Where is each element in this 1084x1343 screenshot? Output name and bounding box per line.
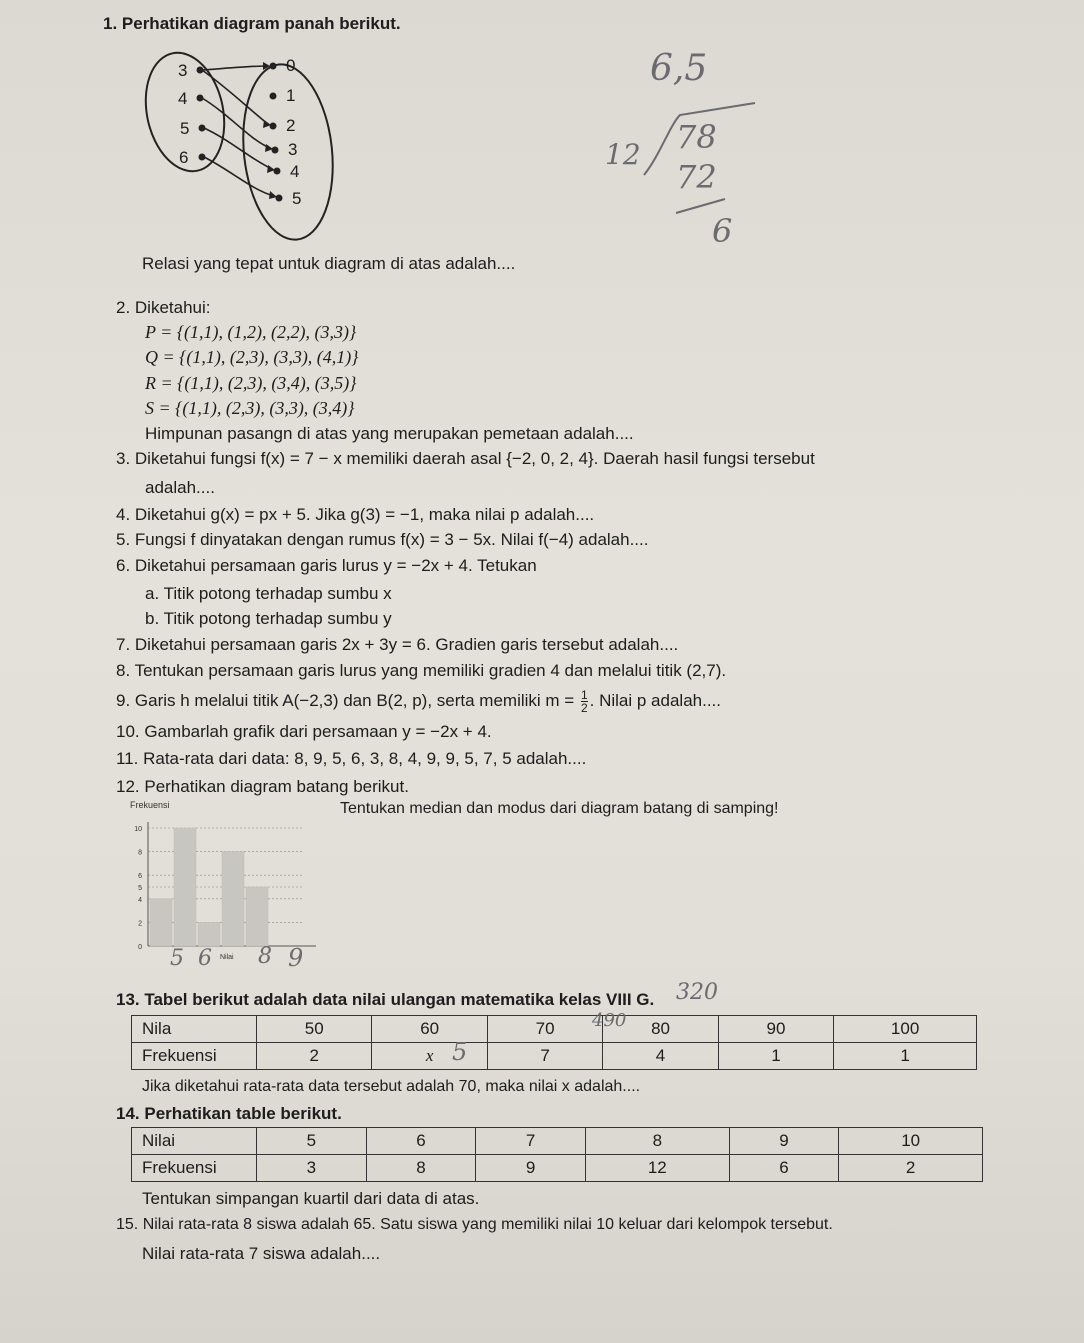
bar-7: [198, 922, 220, 946]
handwriting-note: 6: [712, 212, 733, 250]
q15-line2: Nilai rata-rata 7 siswa adalah....: [142, 1244, 381, 1263]
q14-table: [131, 1127, 983, 1182]
table-cell: 4: [603, 1043, 718, 1070]
fraction-denominator: 2: [580, 701, 588, 715]
domain-value: 3: [178, 61, 188, 80]
table-row: [132, 1128, 983, 1155]
q8: 8. Tentukan persamaan garis lurus yang memiliki gradien 4 dan melalui titik (2,7).: [116, 661, 727, 680]
q9-post: . Nilai p adalah....: [589, 690, 721, 710]
table-cell: 3: [257, 1155, 367, 1182]
domain-value: 5: [180, 119, 190, 138]
q1-heading: 1. Perhatikan diagram panah berikut.: [103, 14, 401, 33]
q9: [116, 689, 721, 714]
q12-instruction: Tentukan median dan modus dari diagram batang di samping!: [340, 800, 779, 817]
fraction-numerator: 1: [580, 688, 588, 702]
q10: 10. Gambarlah grafik dari persamaan y = −2x + 4.: [116, 722, 492, 741]
table-row: [132, 1043, 977, 1070]
q3-line2: adalah....: [145, 478, 215, 497]
table-row: [132, 1155, 983, 1182]
bar-9: [246, 887, 268, 946]
row-label: Nila: [132, 1016, 257, 1043]
set-p: P = {(1,1), (1,2), (2,2), (3,3)}: [145, 322, 357, 342]
y-tick-label: 6: [138, 873, 142, 881]
table-cell: 9: [729, 1128, 839, 1155]
q1-question: Relasi yang tepat untuk diagram di atas adalah....: [142, 254, 516, 273]
codomain-value: 1: [286, 86, 296, 105]
table-cell: 12: [585, 1155, 729, 1182]
y-tick-label: 4: [138, 896, 142, 904]
q15-line1: 15. Nilai rata-rata 8 siswa adalah 65. Satu siswa yang memiliki nilai 10 keluar dari kelompok tersebut.: [116, 1216, 833, 1233]
bar-8: [222, 852, 244, 946]
codomain-value: 5: [292, 189, 302, 208]
handwriting-note: 72: [676, 158, 717, 196]
handwriting-note: 6: [198, 946, 212, 971]
q6-a: a. Titik potong terhadap sumbu x: [145, 584, 392, 603]
q13-heading: 13. Tabel berikut adalah data nilai ulangan matematika kelas VIII G.: [116, 990, 655, 1009]
table-cell: 8: [585, 1128, 729, 1155]
bar-6: [174, 828, 196, 946]
table-row: [132, 1016, 977, 1043]
table-cell: 6: [729, 1155, 839, 1182]
table-cell: 9: [476, 1155, 586, 1182]
handwriting-note: 5: [170, 946, 184, 971]
y-axis-label: Frekuensi: [130, 800, 170, 810]
q7: 7. Diketahui persamaan garis 2x + 3y = 6. Gradien garis tersebut adalah....: [116, 635, 679, 654]
y-tick-label: 10: [134, 826, 142, 833]
q13-table: [131, 1015, 977, 1070]
y-tick-label: 0: [138, 944, 142, 951]
codomain-value: 3: [288, 140, 298, 159]
table-cell: 6: [366, 1128, 476, 1155]
row-label: Frekuensi: [132, 1155, 257, 1182]
table-cell: 1: [834, 1043, 977, 1070]
table-cell: 100: [834, 1016, 977, 1043]
domain-value: 6: [179, 148, 189, 167]
row-label: Nilai: [132, 1128, 257, 1155]
table-cell: 10: [839, 1128, 983, 1155]
q13-footer: Jika diketahui rata-rata data tersebut adalah 70, maka nilai x adalah....: [142, 1078, 641, 1095]
q3-line1: 3. Diketahui fungsi f(x) = 7 − x memiliki daerah asal {−2, 0, 2, 4}. Daerah hasil fungsi tersebut: [116, 449, 815, 468]
handwriting-note: 12: [605, 138, 641, 171]
q12-heading: 12. Perhatikan diagram batang berikut.: [116, 777, 409, 796]
y-tick-label: 5: [138, 885, 142, 892]
handwriting-note: 9: [288, 944, 304, 972]
q2-heading: 2. Diketahui:: [116, 298, 211, 317]
table-cell: 1: [718, 1043, 833, 1070]
table-cell: 5: [257, 1128, 367, 1155]
table-cell: 70: [487, 1016, 602, 1043]
table-cell: 50: [257, 1016, 372, 1043]
handwriting-note: 320: [676, 980, 718, 1005]
row-label: Frekuensi: [132, 1043, 257, 1070]
set-r: R = {(1,1), (2,3), (3,4), (3,5)}: [145, 373, 357, 393]
q14-footer: Tentukan simpangan kuartil dari data di atas.: [142, 1189, 480, 1208]
y-tick-label: 2: [138, 920, 142, 928]
bar-5: [150, 899, 172, 946]
table-cell: 2: [839, 1155, 983, 1182]
q6-main: 6. Diketahui persamaan garis lurus y = −2x + 4. Tetukan: [116, 556, 537, 575]
codomain-value: 4: [290, 162, 300, 181]
q4: 4. Diketahui g(x) = px + 5. Jika g(3) = −1, maka nilai p adalah....: [116, 505, 595, 524]
table-cell: 90: [718, 1016, 833, 1043]
handwriting-note: 8: [258, 944, 272, 969]
table-cell: x: [372, 1043, 487, 1070]
handwriting-note: 78: [676, 118, 717, 156]
q6-b: b. Titik potong terhadap sumbu y: [145, 609, 392, 628]
y-tick-label: 8: [138, 849, 142, 857]
x-axis-label: Nilai: [220, 954, 234, 961]
table-cell: 60: [372, 1016, 487, 1043]
q14-heading: 14. Perhatikan table berikut.: [116, 1104, 342, 1123]
codomain-value: 0: [286, 56, 296, 75]
q9-fraction: [581, 689, 588, 714]
set-s: S = {(1,1), (2,3), (3,3), (3,4)}: [145, 398, 355, 418]
table-cell: 7: [487, 1043, 602, 1070]
set-q: Q = {(1,1), (2,3), (3,3), (4,1)}: [145, 347, 359, 367]
q2-question: Himpunan pasangn di atas yang merupakan pemetaan adalah....: [145, 424, 634, 443]
table-cell: 80: [603, 1016, 718, 1043]
table-cell: 8: [366, 1155, 476, 1182]
q11: 11. Rata-rata dari data: 8, 9, 5, 6, 3, 8, 4, 9, 9, 5, 7, 5 adalah....: [116, 749, 587, 768]
handwriting-note: 5: [452, 1038, 468, 1066]
table-cell: 2: [257, 1043, 372, 1070]
table-cell: 7: [476, 1128, 586, 1155]
codomain-value: 2: [286, 116, 296, 135]
handwriting-note: 6,5: [650, 48, 708, 89]
handwriting-note: 490: [592, 1010, 627, 1031]
q9-pre: 9. Garis h melalui titik A(−2,3) dan B(2, p), serta memiliki m =: [116, 690, 575, 710]
arrow-diagram: [140, 40, 340, 245]
q5: 5. Fungsi f dinyatakan dengan rumus f(x) = 3 − 5x. Nilai f(−4) adalah....: [116, 530, 649, 549]
domain-value: 4: [178, 89, 188, 108]
